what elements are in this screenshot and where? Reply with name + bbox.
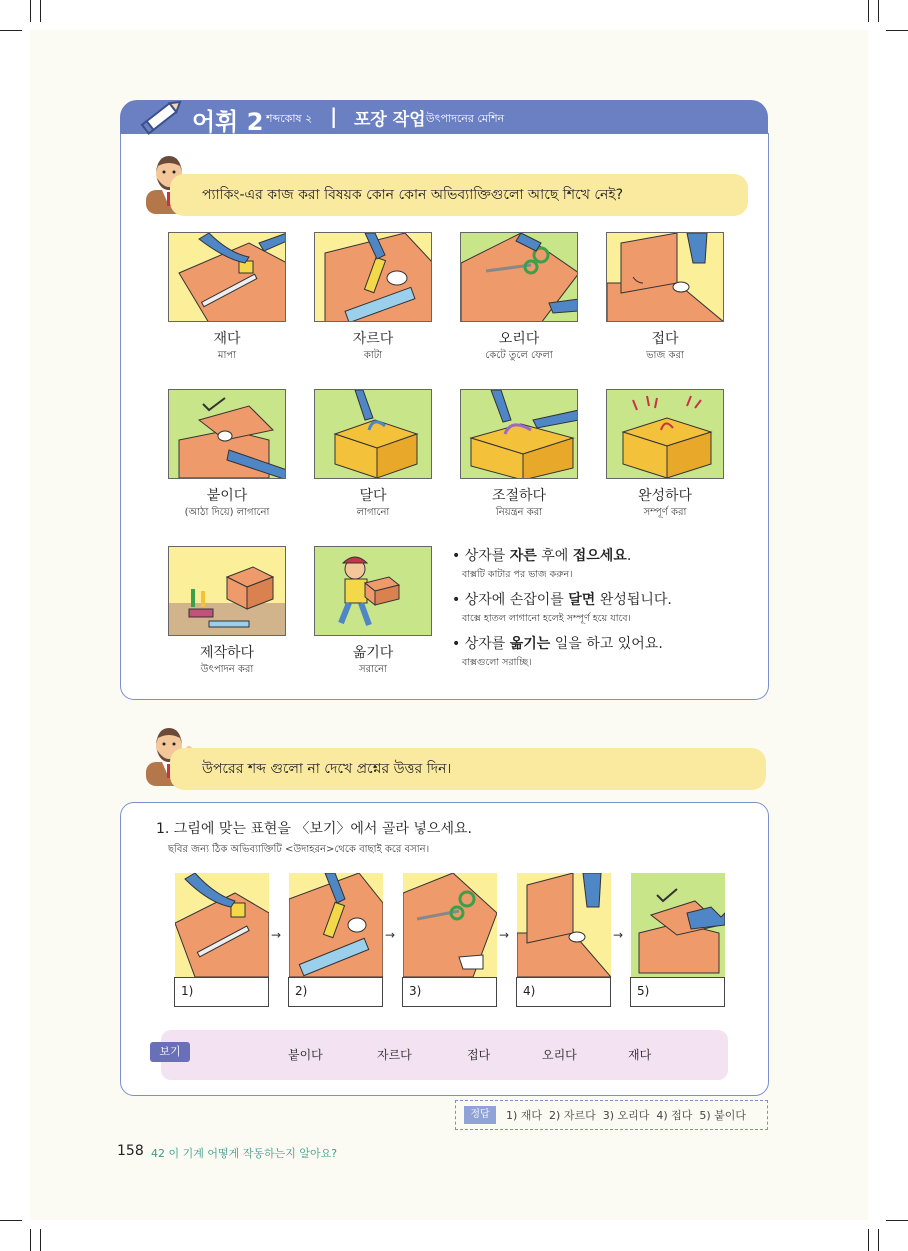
answer-blank-5[interactable]: 5)	[630, 977, 725, 1007]
arrow-icon: →	[385, 928, 396, 942]
vocab-meaning: সরানো	[359, 664, 387, 675]
answer-key-text: 1) 재다 2) 자르다 3) 오리다 4) 접다 5) 붙이다	[506, 1109, 747, 1122]
question-translation: ছবির জন্য ঠিক অভিব্যাক্তিটি <উদাহরন>থেকে বাছাই করে বসান।	[168, 844, 430, 855]
measure-picture	[168, 232, 286, 322]
crop-mark	[40, 0, 41, 22]
move-picture	[314, 546, 432, 636]
vocab-word: 조절하다	[491, 488, 547, 504]
example-translation: বাক্সে হাতল লাগানো হলেই সম্পূর্ণ হয়ে যাবে।	[462, 613, 631, 624]
complete-picture	[606, 389, 724, 479]
example-word: 접다	[467, 1048, 491, 1062]
vocab-word: 재다	[213, 331, 241, 347]
vocab-meaning: লাগানো	[356, 507, 390, 518]
example-translation: বাক্সটি কাটার পর ভাজ করুন।	[462, 569, 573, 580]
crop-mark	[30, 0, 31, 22]
crop-mark	[40, 1229, 41, 1251]
sentence-part: 완성됩니다.	[595, 592, 672, 608]
vocab-meaning: ভাজ করা	[646, 350, 684, 361]
vocab-meaning: (আঠা দিয়ে) লাগানো	[184, 507, 270, 518]
sentence-part: • 상자에 손잡이를	[452, 592, 569, 608]
crop-mark	[868, 1229, 869, 1251]
sentence-part: .	[626, 548, 632, 564]
vocab-word: 자르다	[352, 331, 394, 347]
example-sentence	[452, 633, 663, 653]
arrow-icon: →	[271, 928, 282, 942]
vocab-word: 달다	[359, 488, 387, 504]
practice-prompt: উপরের শব্দ গুলো না দেখে প্রশ্নের উত্তর দিন।	[170, 748, 766, 790]
answer-blank-4[interactable]: 4)	[516, 977, 611, 1007]
sentence-part: 후에	[536, 548, 573, 564]
crop-mark	[0, 30, 22, 31]
sentence-part: • 상자를	[452, 636, 510, 652]
vocab-title: 어휘 2	[192, 108, 264, 136]
crop-mark	[0, 1220, 22, 1221]
arrow-icon: →	[613, 928, 624, 942]
vocab-word: 오리다	[498, 331, 540, 347]
vocab-word: 옮기다	[352, 645, 394, 661]
section-header	[120, 100, 768, 134]
vocab-word: 완성하다	[637, 488, 693, 504]
sentence-keyword: 달면	[568, 592, 596, 608]
chapter-title: 42 이 기계 어떻게 작동하는지 알아요?	[151, 1147, 338, 1160]
vocab-word: 접다	[651, 331, 679, 347]
arrow-icon: →	[499, 928, 510, 942]
attach-handle-picture	[314, 389, 432, 479]
crop-mark	[30, 1229, 31, 1251]
exercise-picture-measure	[175, 873, 269, 977]
attach-picture	[168, 389, 286, 479]
vocab-word: 붙이다	[206, 488, 248, 504]
vocab-meaning: উৎপাদন করা	[200, 664, 254, 675]
crop-mark	[878, 0, 879, 22]
page-number: 158	[117, 1143, 144, 1159]
crop-mark	[868, 0, 869, 22]
vocab-meaning: মাপা	[217, 350, 237, 361]
example-translation: বাক্সগুলো সরাচ্ছি।	[462, 657, 532, 668]
example-word: 자르다	[377, 1048, 412, 1062]
topic-title: 포장 작업	[354, 110, 426, 130]
produce-picture	[168, 546, 286, 636]
sentence-part: • 상자를	[452, 548, 510, 564]
exercise-picture-cut	[289, 873, 383, 977]
example-label: 보기	[150, 1042, 190, 1062]
example-sentence	[452, 589, 672, 609]
exercise-picture-fold	[517, 873, 611, 977]
cut-picture	[314, 232, 432, 322]
sentence-keyword: 자른	[509, 548, 537, 564]
cut-out-picture	[460, 232, 578, 322]
exercise-picture-attach	[631, 873, 725, 977]
sentence-keyword: 옮기는	[509, 636, 551, 652]
exercise-picture-cut-out	[403, 873, 497, 977]
example-sentence	[452, 545, 631, 565]
answer-blank-3[interactable]: 3)	[402, 977, 497, 1007]
example-word: 붙이다	[288, 1048, 323, 1062]
example-word: 오리다	[542, 1048, 577, 1062]
vocab-meaning: নিয়ন্ত্রন করা	[495, 507, 543, 518]
pencil-icon	[140, 96, 186, 136]
intro-prompt: প্যাকিং-এর কাজ করা বিষয়ক কোন কোন অভিব্যাক্তিগুলো আছে শিখে নেই?	[170, 174, 748, 216]
vocab-meaning: কাটা	[363, 350, 383, 361]
answer-blank-2[interactable]: 2)	[288, 977, 383, 1007]
answer-blank-1[interactable]: 1)	[174, 977, 269, 1007]
fold-picture	[606, 232, 724, 322]
header-separator: |	[330, 104, 338, 128]
adjust-picture	[460, 389, 578, 479]
vocab-word: 제작하다	[199, 645, 255, 661]
crop-mark	[886, 30, 908, 31]
vocab-meaning: কেটে তুলে ফেলা	[485, 350, 553, 361]
answer-key-label: 정답	[464, 1106, 496, 1124]
topic-subtitle: উৎপাদনের মেশিন	[426, 112, 505, 125]
crop-mark	[878, 1229, 879, 1251]
example-word: 재다	[628, 1048, 652, 1062]
crop-mark	[886, 1220, 908, 1221]
question-text: 1. 그림에 맞는 표현을 〈보기〉에서 골라 넣으세요.	[156, 821, 472, 837]
sentence-part: 일을 하고 있어요.	[550, 636, 663, 652]
sentence-keyword: 접으세요	[572, 548, 627, 564]
vocab-meaning: সম্পূর্ণ করা	[643, 507, 687, 518]
vocab-subtitle: শব্দকোষ ২	[266, 112, 313, 125]
